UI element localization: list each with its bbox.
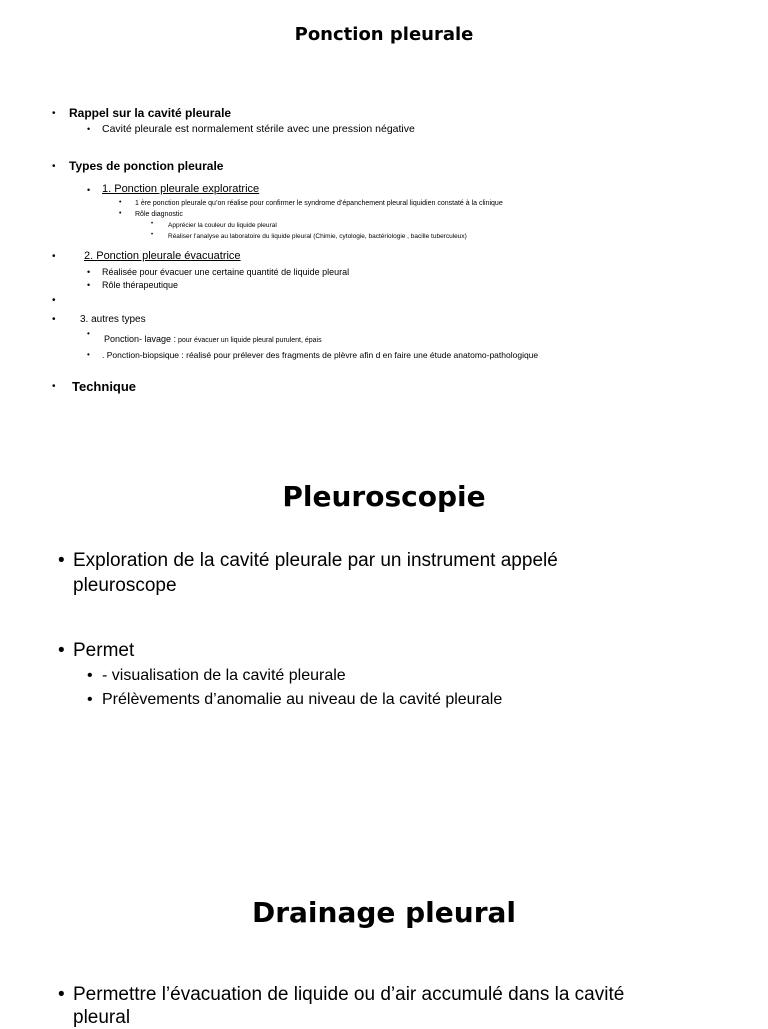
autres-heading: 3. autres types [80,314,146,325]
bullet-icon: • [52,251,56,262]
bullet-icon: • [87,280,91,290]
bullet-icon: • [87,267,91,277]
slide3-title: Drainage pleural [251,896,517,929]
bullet-icon: • [151,232,154,238]
lavage-label: Ponction- lavage : [104,334,177,344]
autres-lavage [104,329,322,347]
bullet-icon: • [52,314,56,325]
bullet-icon: • [87,124,91,134]
bullet-icon: • [58,640,65,661]
explo-item-1: 1 ère ponction pleurale qu’on réalise pour confirmer le syndrome d’épanchement pleural liquidien constaté à la clinique [135,200,503,207]
bullet-icon: • [151,221,154,227]
bullet-icon: • [52,161,56,172]
types-heading: Types de ponction pleurale [69,159,224,173]
bullet-icon: • [87,350,90,359]
drainage-item-1-line-2: pleural [73,1007,131,1028]
bullet-icon: • [87,329,90,338]
autres-biopsique: . Ponction-biopsique : réalisé pour prélever des fragments de plèvre afin d en faire une étude anatomo-pathologique [102,350,539,360]
bullet-icon: • [87,185,91,195]
bullet-icon: • [58,984,65,1005]
bullet-icon: • [52,108,56,119]
explo-subitem-2: Réaliser l’analyse au laboratoire du liquide pleural (Chimie, cytologie, bactériologie , bacille tuberculeux) [168,233,467,240]
slide1-title: Ponction pleurale [294,24,474,45]
permet-subitem-1: - visualisation de la cavité pleurale [102,667,346,684]
technique-heading: Technique [72,379,137,394]
permet-item: Permet [73,640,135,661]
explo-heading: 1. Ponction pleurale exploratrice [102,183,260,195]
pleuroscopie-item-1-line-2: pleuroscope [73,575,177,596]
bullet-icon: • [52,295,56,306]
bullet-icon: • [87,691,93,708]
permet-subitem-2: Prélèvements d’anomalie au niveau de la cavité pleurale [102,691,503,708]
bullet-icon: • [52,381,56,392]
rappel-heading: Rappel sur la cavité pleurale [69,106,232,120]
explo-item-2: Rôle diagnostic [135,211,183,218]
bullet-icon: • [119,199,122,206]
evac-heading: 2. Ponction pleurale évacuatrice [84,250,241,262]
explo-subitem-1: Apprécier la couleur du liquide pleural [168,222,277,229]
bullet-icon: • [87,667,93,684]
evac-item-2: Rôle thérapeutique [102,280,179,290]
bullet-icon: • [119,210,122,217]
bullet-icon: • [58,550,65,571]
evac-item-1: Réalisée pour évacuer une certaine quantité de liquide pleural [102,267,350,277]
lavage-desc: pour évacuer un liquide pleural purulent, épais [176,337,322,344]
pleuroscopie-item-1-line-1: Exploration de la cavité pleurale par un instrument appelé [73,550,558,571]
rappel-item: Cavité pleurale est normalement stérile avec une pression négative [102,123,415,135]
drainage-item-1-line-1: Permettre l’évacuation de liquide ou d’air accumulé dans la cavité [73,984,625,1005]
slide2-title: Pleuroscopie [282,480,486,513]
